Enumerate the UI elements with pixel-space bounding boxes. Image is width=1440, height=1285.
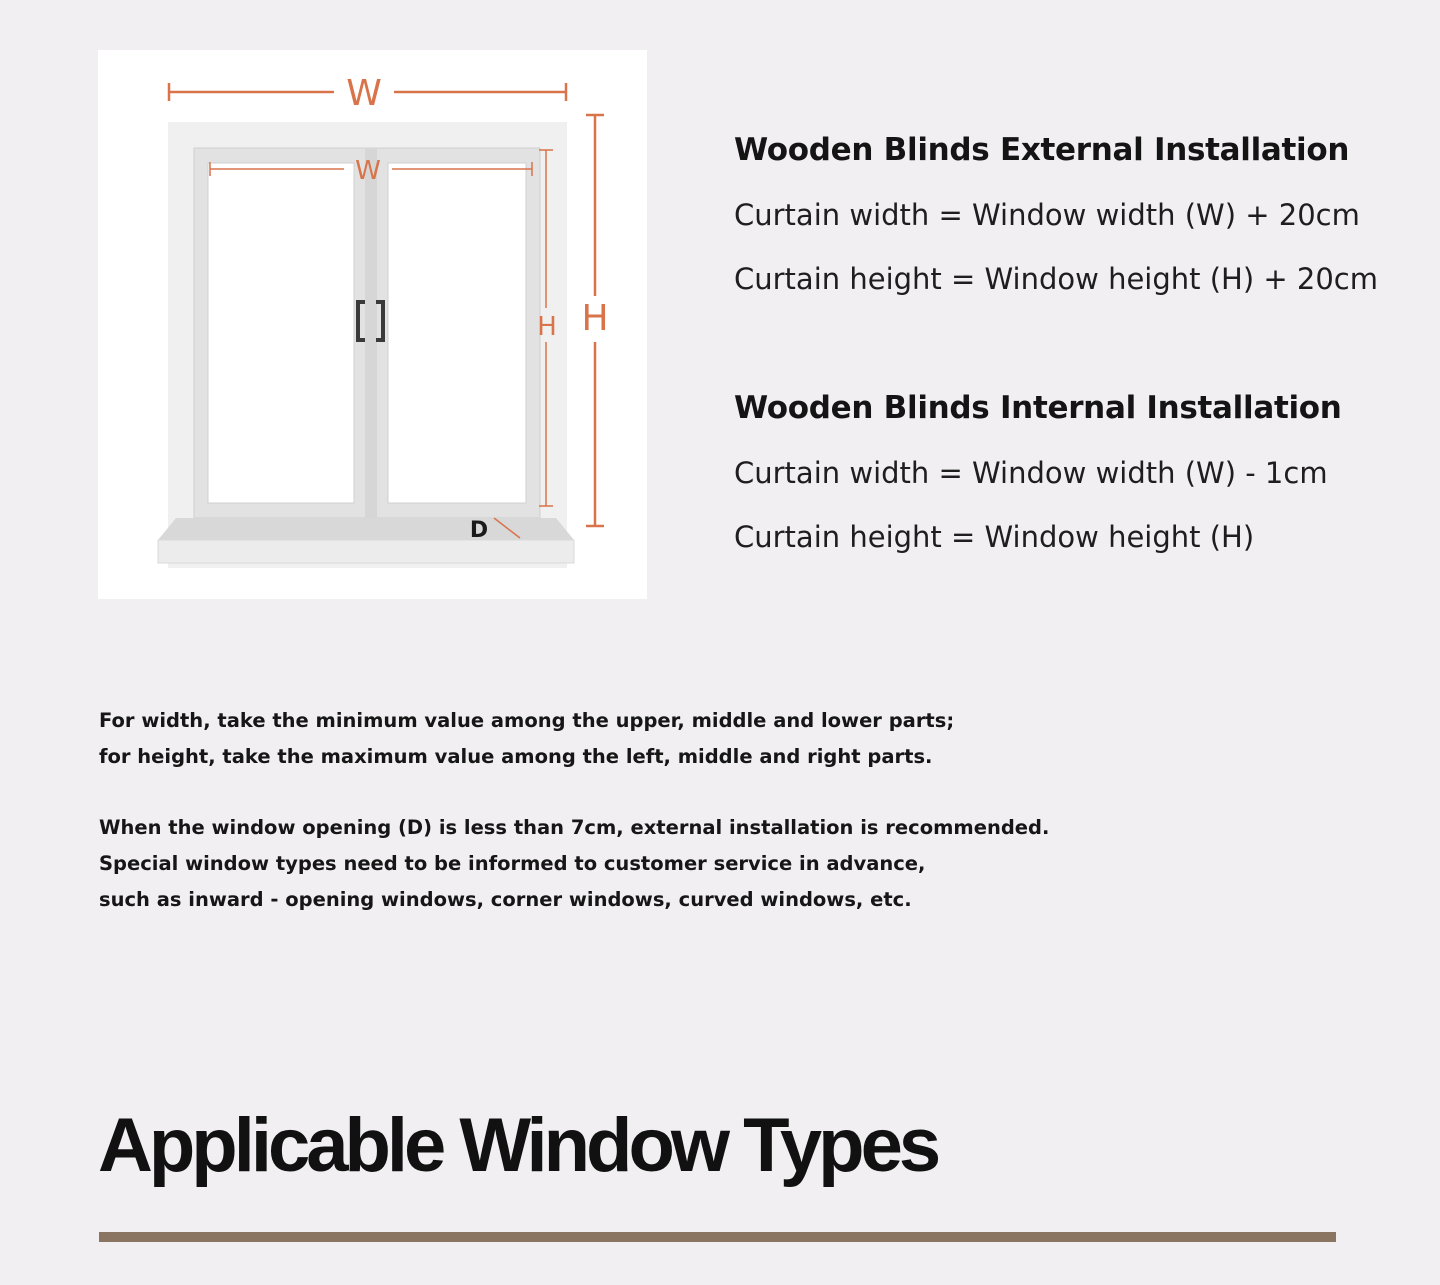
note-opening-depth: When the window opening (D) is less than 7cm, external installation is recommended.: [99, 816, 1050, 839]
depth-label: D: [469, 518, 489, 543]
measurement-notes: [99, 703, 1099, 918]
inner-height-label: H: [537, 312, 557, 342]
external-width-formula: Curtain width = Window width (W) + 20cm: [734, 198, 1360, 232]
window-sill-top: [158, 518, 574, 540]
window-measurement-diagram: [98, 50, 647, 599]
note-width-rule: For width, take the minimum value among the upper, middle and lower parts;: [99, 709, 955, 732]
internal-installation-title: Wooden Blinds Internal Installation: [734, 390, 1342, 426]
note-height-rule: for height, take the maximum value among the left, middle and right parts.: [99, 745, 933, 768]
external-installation: [734, 128, 1378, 311]
external-installation-title: Wooden Blinds External Installation: [734, 132, 1350, 168]
outer-width-label: W: [346, 73, 382, 114]
internal-installation: [734, 386, 1342, 569]
section-heading: Applicable Window Types: [98, 1103, 938, 1188]
window-sill-front: [158, 540, 574, 563]
window-diagram-svg: [98, 50, 647, 599]
inner-width-label: W: [355, 156, 381, 186]
note-special-windows: Special window types need to be informed to customer service in advance,: [99, 852, 926, 875]
note-special-examples: such as inward - opening windows, corner windows, curved windows, etc.: [99, 888, 912, 911]
section-divider: [99, 1232, 1336, 1242]
internal-height-formula: Curtain height = Window height (H): [734, 520, 1255, 554]
left-glass-pane: [208, 163, 354, 503]
external-height-formula: Curtain height = Window height (H) + 20cm: [734, 262, 1379, 296]
right-glass-pane: [388, 163, 526, 503]
window-mullion: [365, 148, 377, 518]
internal-width-formula: Curtain width = Window width (W) - 1cm: [734, 456, 1328, 490]
outer-height-label: H: [581, 298, 609, 339]
